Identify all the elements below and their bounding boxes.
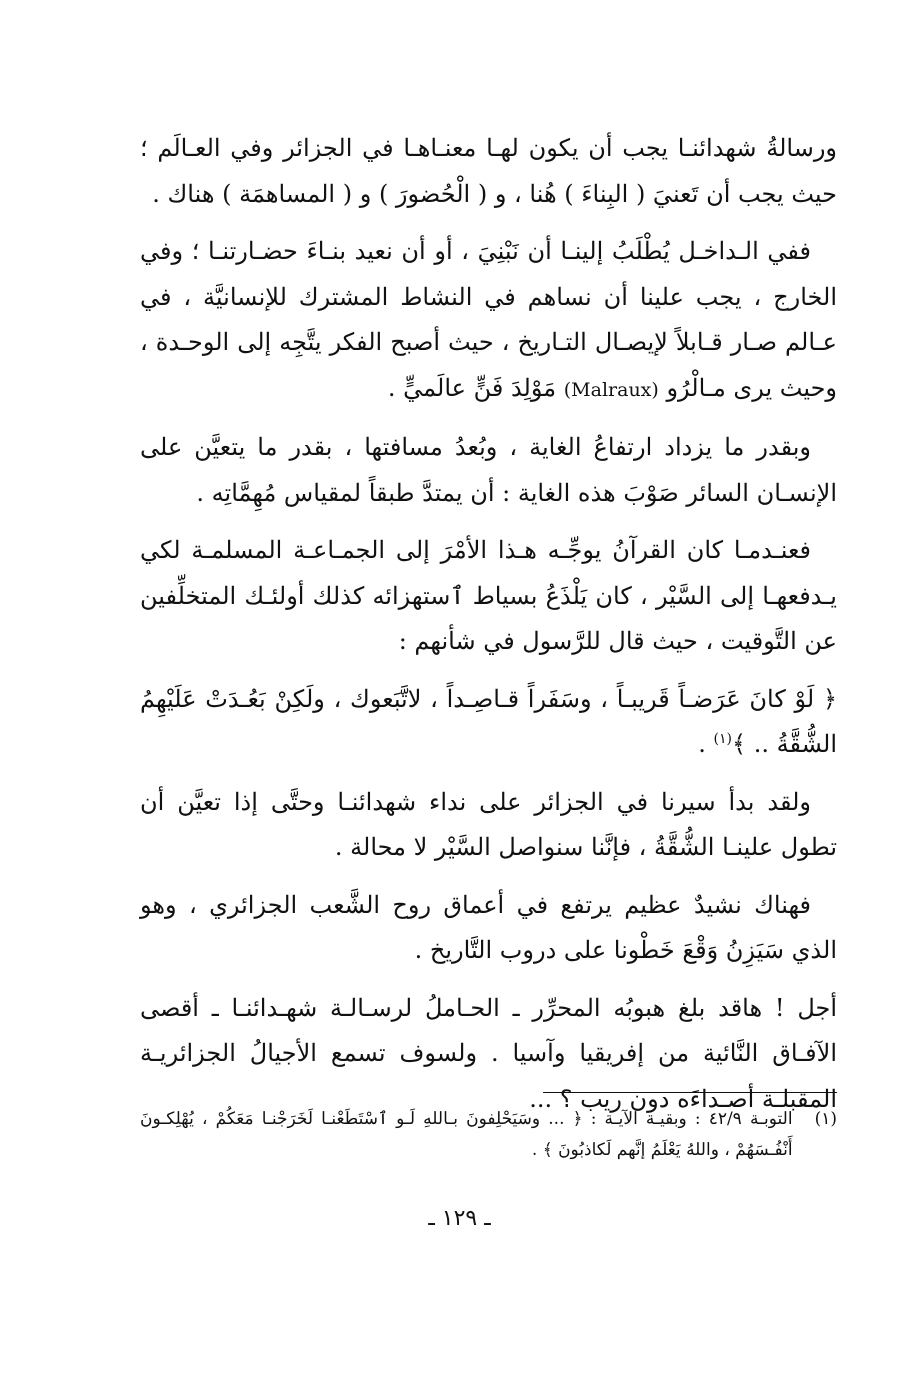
verse-text: ﴿ لَوْ كانَ عَرَضـاً قَريبـاً ، وسَفَراً قـاصِـداً ، لاتَّبَعوك ، ولَكِنْ بَعُـدَتْ عَلَيْهِمُ الشُّقَّةُ .. ﴾ xyxy=(140,684,838,758)
paragraph-2-tail: مَوْلِدَ فَنٍّ عالَميٍّ . xyxy=(387,373,557,402)
paragraph-3: وبقدر ما يزداد ارتفاعُ الغاية ، وبُعدُ مسافتها ، بقدر ما يتعيَّن على الإنسـان السائر صَوْبَ هذه الغاية : أن يمتدَّ طبقاً لمقياس مُهِمَّاتِه . xyxy=(140,433,837,507)
quran-verse xyxy=(140,677,837,768)
paragraph-2 xyxy=(140,229,837,413)
paragraph-6: فهناك نشيدٌ عظيم يرتفع في أعماق روح الشَّعب الجزائري ، وهو الذي سَيَزِنُ وَقْعَ خَطْونا على دروب التَّاريخ . xyxy=(140,890,837,964)
page-number: ـ ١٢٩ ـ xyxy=(428,1206,491,1231)
footnote-reference[interactable]: (١) xyxy=(713,731,733,747)
paragraph-1: ورسالةُ شهدائنـا يجب أن يكون لهـا معنـاهـا في الجزائر وفي العـالَم ؛ حيث يجب أن تَعنيَ ( البِناءَ ) هُنا ، و ( الْحُضورَ ) و ( المساهمَة ) هناك . xyxy=(140,134,837,208)
malraux-latin-name: (Malraux) xyxy=(563,378,659,401)
paragraph-5: ولقد بدأ سيرنا في الجزائر على نداء شهدائنـا وحتَّى إذا تعيَّن أن تطول علينـا الشُّقَّةُ ، فإنَّنا سنواصل السَّيْر لا محالة . xyxy=(140,787,837,861)
footnote xyxy=(140,1104,837,1166)
body-text xyxy=(140,126,837,1122)
paragraph-7: أجل ! هاقد بلغ هبوبُه المحرِّر ـ الحـاملُ لرسـالـة شهـدائنـا ـ أقصى الآفـاق النَّائية من إفريقيا وآسيا . ولسوف تسمع الأجيالُ الجزائريـة المقبلـة أصـداءَه دون ريب ؟ ... xyxy=(140,993,837,1113)
paragraph-4: فعنـدمـا كان القرآنُ يوجِّـه هـذا الأمْرَ إلى الجمـاعـة المسلمـة لكي يـدفعهـا إلى السَّيْر ، كان يَلْذَعُ بسياط ٱستهزائه كذلك أولئـك المتخلِّفين عن التَّوقيت ، حيث قال للرَّسول في شأنهم : xyxy=(140,536,837,655)
footnote-text: التوبـة ٤٢/٩ : وبقيـة الآيـة : ﴿ ... وسَيَحْلِفونَ بـاللهِ لَـو ٱسْتَطَعْنـا لَخَرَجْنـا مَعَكُمْ ، يُهْلِكـونَ أَنْفُـسَهُمْ ، واللهُ يَعْلَمُ إنَّهم لَكاذبُونَ ﴾ . xyxy=(140,1109,793,1160)
footnote-marker: (١) xyxy=(814,1109,837,1129)
verse-end: . xyxy=(698,730,706,758)
footnote-separator xyxy=(543,1092,837,1093)
paragraph-2-main: ففي الـداخـل يُطْلَبُ إلينـا أن نَبْنِيَ ، أو أن نعيد بنـاءَ حضـارتنـا ؛ وفي الخارج ، يجب علينا أن نساهم في النشاط المشترك للإنسانيَّة ، في عـالم صـار قـابلاً لإيصـال التـاريخ ، حيث أصبح الفكر يتَّجِه إلى الوحـدة ، وحيث يرى مـالْرُو xyxy=(140,237,837,402)
